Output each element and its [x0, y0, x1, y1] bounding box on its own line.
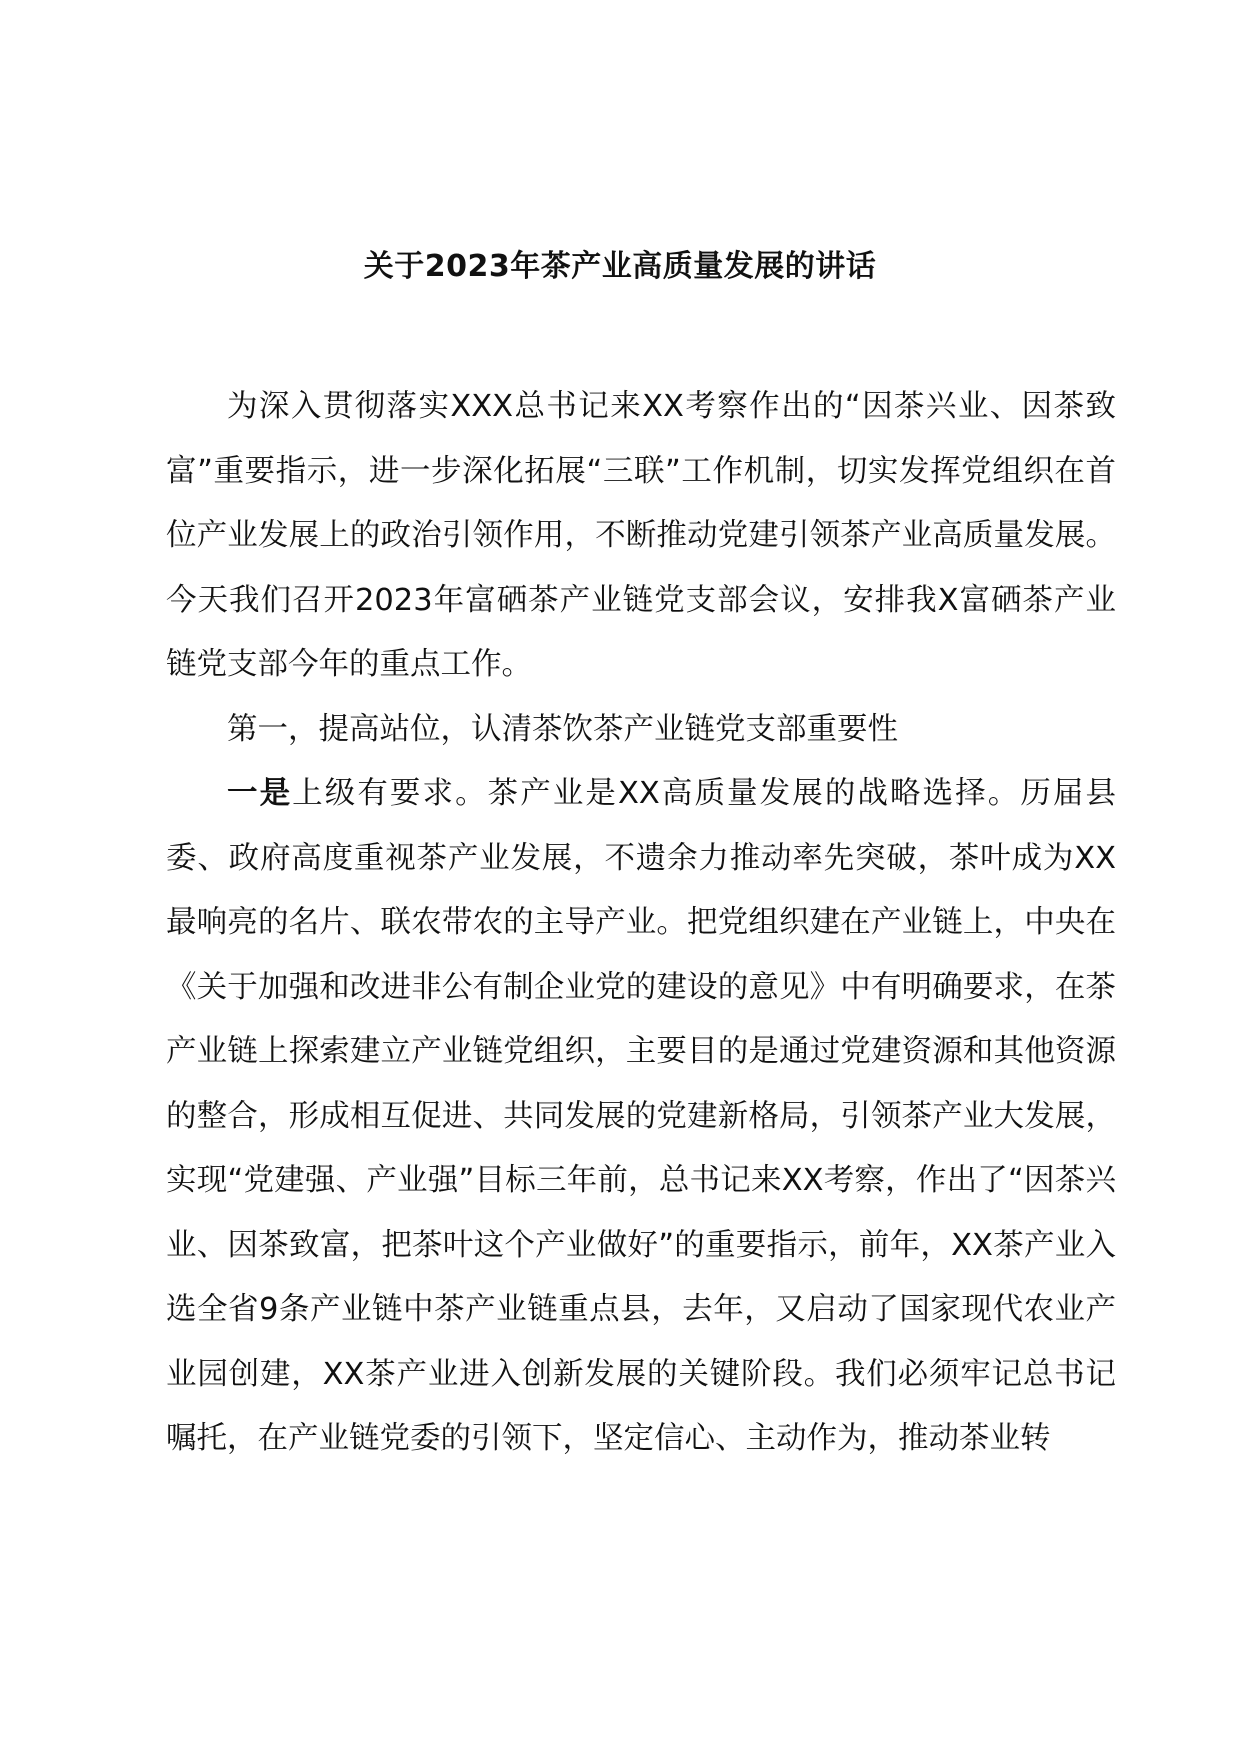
- section-heading-first: 第一，提高站位，认清茶饮茶产业链党支部重要性: [227, 711, 898, 747]
- intro-paragraph: 为深入贯彻落实XXX总书记来XX考察作出的“因茶兴业、因茶致富”重要指示，进一步深化拓展“三联”工作机制，切实发挥党组织在首位产业发展上的政治引领作用，不断推动党建引领茶产业高质量发展。今天我们召开2023年富硒茶产业链党支部会议，安排我X富硒茶产业链党支部今年的重点工作。: [166, 389, 1116, 682]
- document-title: 关于2023年茶产业高质量发展的讲话: [363, 249, 877, 284]
- point-one-lead: 一是: [227, 776, 293, 811]
- point-one-paragraph: [166, 762, 1116, 1472]
- point-one-text: 上级有要求。茶产业是XX高质量发展的战略选择。历届县委、政府高度重视茶产业发展，不遗余力推动率先突破，茶叶成为XX最响亮的名片、联农带农的主导产业。把党组织建在产业链上，中央在《关于加强和改进非公有制企业党的建设的意见》中有明确要求，在茶产业链上探索建立产业链党组织，主要目的是通过党建资源和其他资源的整合，形成相互促进、共同发展的党建新格局，引领茶产业大发展，实现“党建强、产业强”目标三年前，总书记来XX考察，作出了“因茶兴业、因茶致富，把茶叶这个产业做好”的重要指示，前年，XX茶产业入选全省9条产业链中茶产业链重点县，去年，又启动了国家现代农业产业园创建，XX茶产业进入创新发展的关键阶段。我们必须牢记总书记嘱托，在产业链党委的引领下，坚定信心、主动作为，推动茶业转: [166, 776, 1116, 1456]
- document-body: [166, 375, 1116, 1472]
